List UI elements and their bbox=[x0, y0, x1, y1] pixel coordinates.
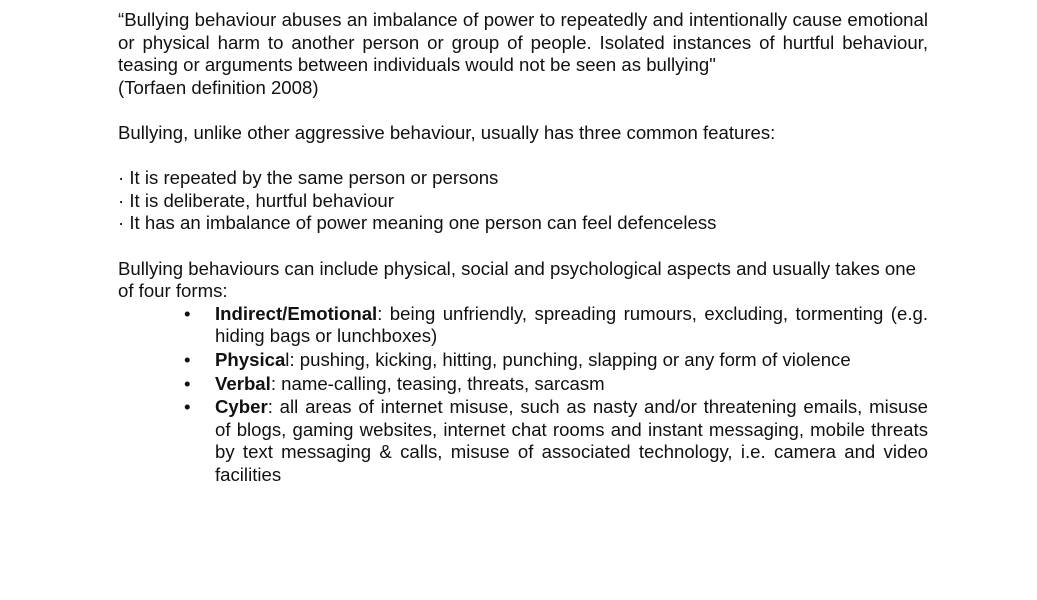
form-term: Verbal bbox=[215, 372, 271, 394]
paragraph-gap bbox=[118, 235, 928, 258]
form-term: Physica bbox=[215, 348, 286, 370]
feature-item: · It is repeated by the same person or persons bbox=[118, 167, 499, 189]
form-item-indirect-emotional bbox=[184, 302, 928, 348]
form-description: : being unfriendly, spreading rumours, excluding, tormenting (e.g. hiding bags or lunchboxes) bbox=[215, 302, 928, 347]
form-item-physical bbox=[184, 348, 928, 372]
feature-item: · It has an imbalance of power meaning one person can feel defenceless bbox=[118, 212, 717, 234]
bullet-icon: • bbox=[184, 348, 191, 370]
form-description: : pushing, kicking, hitting, punching, slapping or any form of violence bbox=[289, 348, 851, 370]
forms-intro: Bullying behaviours can include physical, social and psychological aspects and usually takes one of four forms: bbox=[118, 257, 916, 302]
definition-quote: “Bullying behaviour abuses an imbalance of power to repeatedly and intentionally cause emotional or physical harm to another person or group of people. Isolated instances of hurtful behaviour, teasing or arguments between individuals would not be seen as bullying" bbox=[118, 9, 928, 76]
form-description: : name-calling, teasing, threats, sarcasm bbox=[270, 372, 605, 394]
definition-source: (Torfaen definition 2008) bbox=[118, 76, 319, 98]
form-term-rest: l bbox=[285, 348, 290, 370]
features-list bbox=[118, 167, 928, 235]
bullet-icon: • bbox=[184, 372, 191, 394]
bullet-icon: • bbox=[184, 302, 191, 324]
form-term: Indirect/Emotional bbox=[215, 302, 378, 324]
form-item-cyber bbox=[184, 396, 928, 486]
paragraph-gap bbox=[118, 145, 928, 168]
features-intro: Bullying, unlike other aggressive behaviour, usually has three common features: bbox=[118, 121, 776, 143]
bullet-icon: • bbox=[184, 396, 191, 418]
document-page bbox=[118, 9, 928, 487]
paragraph-gap bbox=[118, 99, 928, 122]
forms-list bbox=[118, 303, 928, 487]
form-description: : all areas of internet misuse, such as nasty and/or threatening emails, misuse of blogs, gaming websites, internet chat rooms and instant messaging, mobile threats by text messaging & calls, misuse of associated technology, i.e. camera and video facilities bbox=[215, 396, 928, 485]
form-term: Cyber bbox=[215, 396, 268, 418]
form-item-verbal bbox=[184, 372, 928, 396]
feature-item: · It is deliberate, hurtful behaviour bbox=[118, 189, 394, 211]
